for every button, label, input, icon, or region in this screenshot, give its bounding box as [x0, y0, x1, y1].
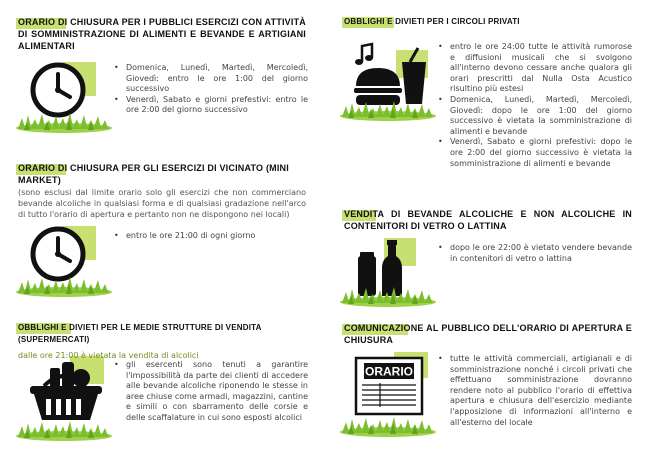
- bullet-list: [112, 360, 308, 424]
- section-circoli-privati: [344, 16, 632, 28]
- section-subtitle: dalle ore 21:00 è vietata la vendita di alcolici: [18, 351, 199, 360]
- section-title: OBBLIGHI E DIVIETI PER I CIRCOLI PRIVATI: [344, 17, 520, 26]
- sign-label: ORARIO: [365, 364, 413, 379]
- list-item: • dopo le ore 22:00 è vietato vendere bevande in contenitori di vetro o lattina: [436, 243, 632, 264]
- list-item: • tutte le attività commerciali, artigianali e di somministrazione nonché i circoli privati che effettuano somministrazione dovranno rendere noto al pubblico l'orario di effettiva apertura e chiusura dell'esercizio mediante l'apposizione di informazioni all'interno e all'esterno del locale: [436, 354, 632, 428]
- section-subtitle: (sono esclusi dal limite orario solo gli esercizi che non commerciano bevande alcoliche in qualsiasi forma e di qualsiasi gradazione nell'arco di tutto l'orario di apertura e pertanto non ne dispongono nei locali): [18, 188, 306, 219]
- list-item: • Domenica, Lunedì, Martedì, Mercoledì, Giovedì: entro le ore 1:00 del giorno successivo: [112, 63, 308, 95]
- grass-decoration: [338, 100, 438, 122]
- list-item: • entro le ore 21:00 di ogni giorno: [112, 231, 308, 242]
- list-item: • entro le ore 24:00 tutte le attività rumorose e diffusioni musicali che si svolgono all'interno devono cessare anche qualora gli orari prescritti dal Nulla Osta Acustico risultino più estesi: [436, 42, 632, 95]
- section-vetro-lattina: [344, 208, 632, 232]
- shopping-basket-icon: [24, 356, 108, 430]
- grass-decoration: [14, 276, 114, 298]
- orario-sign-icon: [350, 352, 432, 422]
- list-item: • Domenica, Lunedì, Martedì, Mercoledì, Giovedì: dopo le ore 1:00 del giorno successivo è vietata la somministrazione di alimenti e bevande: [436, 95, 632, 137]
- bullet-list: [436, 354, 632, 428]
- section-title: COMUNICAZIONE AL PUBBLICO DELL'ORARIO DI APERTURA E CHIUSURA: [344, 323, 632, 345]
- section-pubblici-esercizi: [18, 16, 306, 52]
- section-title: OBBLIGHI E DIVIETI PER LE MEDIE STRUTTURE DI VENDITA (SUPERMERCATI): [18, 323, 262, 344]
- bullet-list: [436, 243, 632, 264]
- section-esercizi-vicinato: [18, 162, 306, 220]
- section-title: ORARIO DI CHIUSURA PER GLI ESERCIZI DI VICINATO (MINI MARKET): [18, 163, 289, 185]
- grass-decoration: [14, 112, 114, 134]
- grass-decoration: [338, 416, 438, 438]
- grass-decoration: [14, 420, 114, 442]
- bullet-list: [112, 231, 308, 242]
- section-medie-strutture: [18, 322, 306, 361]
- bullet-list: [436, 42, 632, 169]
- bullet-list: [112, 63, 308, 116]
- list-item: • Venerdì, Sabato e giorni prefestivi: dopo le ore 2:00 del giorno successivo è vietata la somministrazione di alimenti e bevande: [436, 137, 632, 169]
- list-item: • gli esercenti sono tenuti a garantire l'impossibilità da parte dei clienti di accedere alle bevande alcoliche riponendo le stesse in aree chiuse come armadi, magazzini, cantine e simili o con sbarramento delle corsie e delle scaffalature in cui sono esposti alcolici: [112, 360, 308, 424]
- grass-decoration: [338, 286, 438, 308]
- section-title: ORARIO DI CHIUSURA PER I PUBBLICI ESERCIZI CON ATTIVITÀ DI SOMMINISTRAZIONE DI ALIMENTI E BEVANDE E ARTIGIANI ALIMENTARI: [18, 17, 306, 51]
- section-title: VENDITA DI BEVANDE ALCOLICHE E NON ALCOLICHE IN CONTENITORI DI VETRO O LATTINA: [344, 209, 632, 231]
- list-item: • Venerdì, Sabato e giorni prefestivi: entro le ore 2:00 del giorno successivo: [112, 95, 308, 116]
- section-comunicazione-orario: [344, 322, 632, 346]
